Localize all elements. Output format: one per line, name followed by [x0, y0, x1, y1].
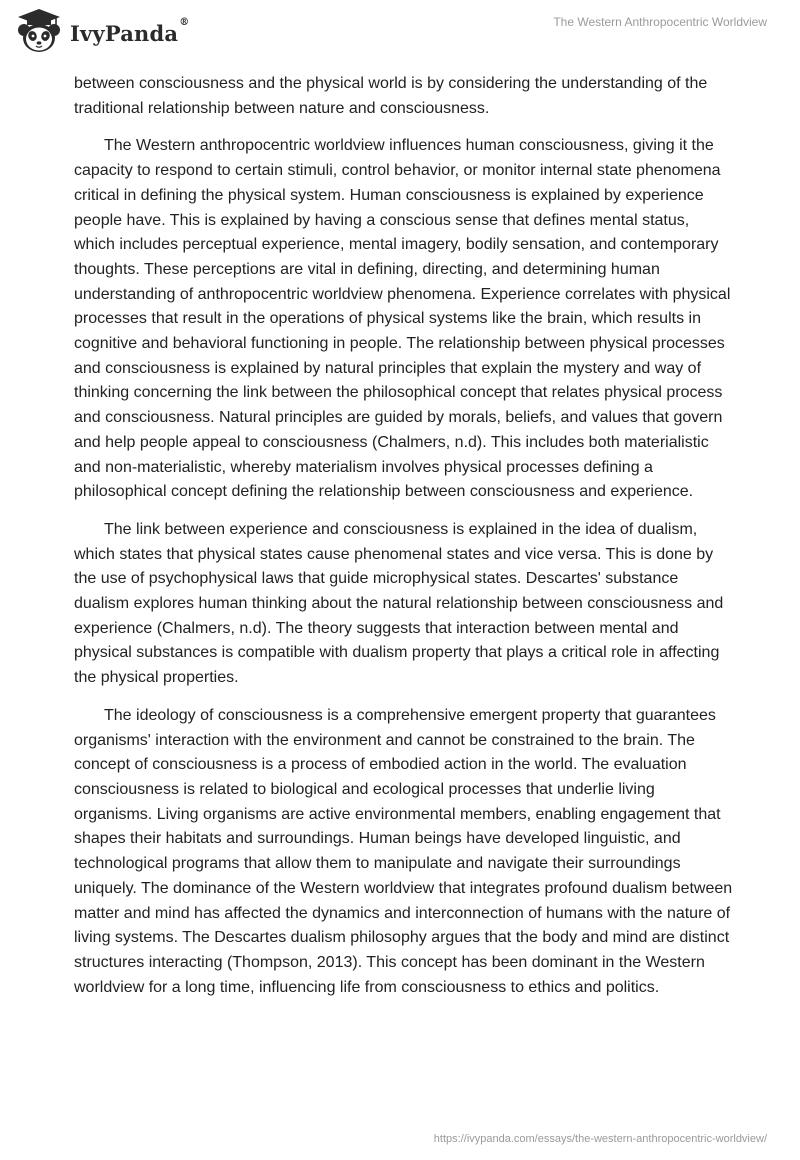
panda-graduate-icon: [14, 8, 64, 54]
source-url[interactable]: https://ivypanda.com/essays/the-western-anthropocentric-worldview/: [433, 1133, 767, 1145]
brand-name: IvyPanda®: [70, 16, 190, 46]
document-title: The Western Anthropocentric Worldview: [553, 15, 767, 29]
essay-body: [74, 72, 734, 1013]
paragraph: The link between experience and consciousness is explained in the idea of dualism, which states that physical states cause phenomenal states and vice versa. This is done by the use of psychophysical laws that guide microphysical states. Descartes' substance dualism explores human thinking about the natural relationship between consciousness and experience (Chalmers, n.d). The theory suggests that interaction between mental and physical substances is compatible with dualism property that plays a critical role in affecting the physical properties.: [74, 520, 724, 687]
brand-logo[interactable]: [14, 8, 189, 54]
paragraph-continued: between consciousness and the physical world is by considering the understanding of the traditional relationship between nature and consciousness.: [74, 75, 708, 117]
paragraph: The ideology of consciousness is a comprehensive emergent property that guarantees organisms' interaction with the environment and cannot be constrained to the brain. The concept of consciousness is a process of embodied action in the world. The evaluation consciousness is related to biological and ecological processes that underlie living organisms. Living organisms are active environmental members, enabling engagement that shapes their habitats and surroundings. Human beings have developed linguistic, and technological programs that allow them to manipulate and navigate their surroundings uniquely. The dominance of the Western worldview that integrates profound dualism between matter and mind has affected the dynamics and interconnection of humans with the nature of living systems. The Descartes dualism philosophy argues that the body and mind are distinct structures interacting (Thompson, 2013). This concept has been dominant in the Western worldview for a long time, influencing life from consciousness to ethics and politics.: [74, 706, 733, 996]
page-header: [0, 0, 800, 70]
paragraph: The Western anthropocentric worldview influences human consciousness, giving it the capacity to respond to certain stimuli, control behavior, or monitor internal state phenomena critical in defining the physical system. Human consciousness is explained by experience people have. This is explained by having a conscious sense that defines mental status, which includes perceptual experience, mental imagery, bodily sensation, and contemporary thoughts. These perceptions are vital in defining, directing, and determining human understanding of anthropocentric worldview phenomena. Experience correlates with physical processes that result in the operations of physical systems like the brain, which results in cognitive and behavioral functioning in people. The relationship between physical processes and consciousness is explained by natural principles that explain the mystery and way of thinking concerning the link between the philosophical concept that relates physical process and consciousness. Natural principles are guided by morals, beliefs, and values that govern and help people appeal to consciousness (Chalmers, n.d). This includes both materialistic and non-materialistic, whereby materialism involves physical processes defining a philosophical concept defining the relationship between consciousness and experience.: [74, 137, 731, 501]
